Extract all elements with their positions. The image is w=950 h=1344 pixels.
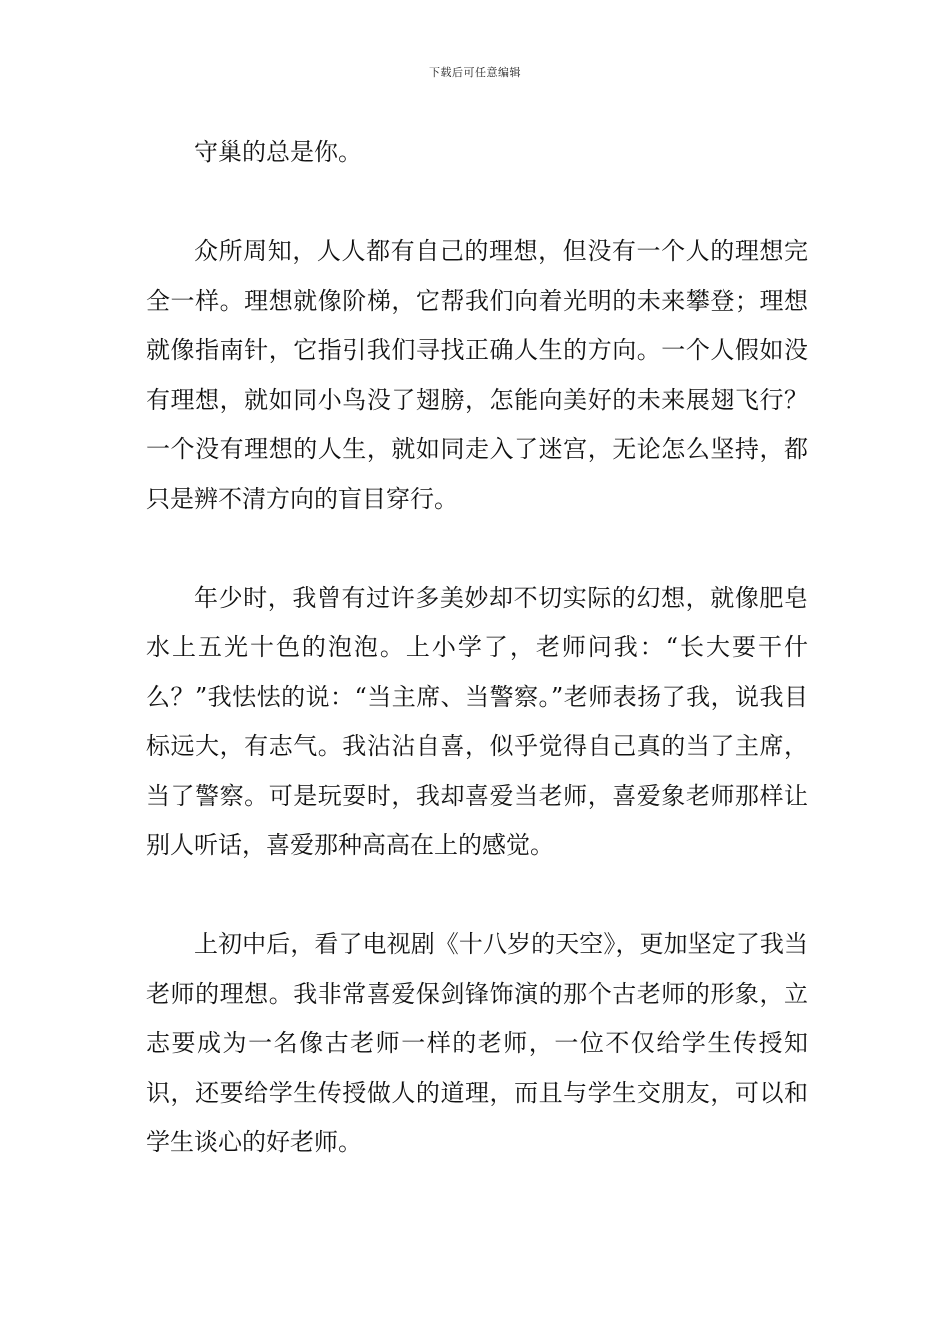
paragraph-3: 年少时，我曾有过许多美妙却不切实际的幻想，就像肥皂水上五光十色的泡泡。上小学了，老师问我：“长大要干什么？”我怯怯的说：“当主席、当警察。”老师表扬了我，说我目标远大，有志气。我沾沾自喜，似乎觉得自己真的当了主席，当了警察。可是玩耍时，我却喜爱当老师，喜爱象老师那样让别人听话，喜爱那种高高在上的感觉。 [146,583,808,859]
page-header: 下载后可任意编辑 [429,66,521,79]
paragraph-4: 上初中后，看了电视剧《十八岁的天空》，更加坚定了我当老师的理想。我非常喜爱保剑锋饰演的那个古老师的形象，立志要成为一名像古老师一样的老师，一位不仅给学生传授知识，还要给学生传授做人的道理，而且与学生交朋友，可以和学生谈心的好老师。 [146,930,808,1156]
paragraph-2: 众所周知，人人都有自己的理想，但没有一个人的理想完全一样。理想就像阶梯，它帮我们向着光明的未来攀登；理想就像指南针，它指引我们寻找正确人生的方向。一个人假如没有理想，就如同小鸟没了翅膀，怎能向美好的未来展翅飞行？一个没有理想的人生，就如同走入了迷宫，无论怎么坚持，都只是辨不清方向的盲目穿行。 [146,237,808,513]
document-body [146,128,808,1168]
paragraph-1: 守巢的总是你。 [194,138,362,166]
